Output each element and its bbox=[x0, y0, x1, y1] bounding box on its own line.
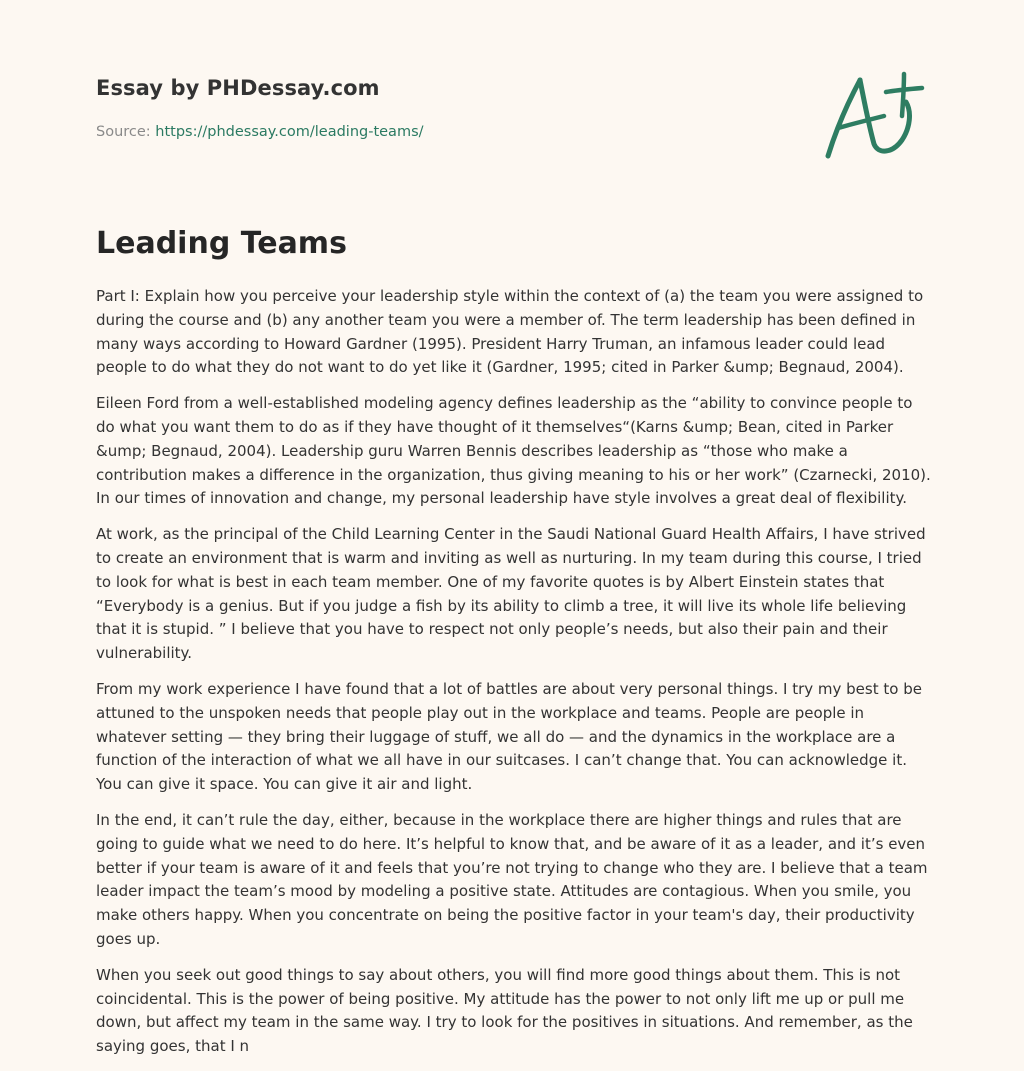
source-label: Source: bbox=[96, 124, 151, 140]
essay-paragraph: Eileen Ford from a well-established modeling agency defines leadership as the “ability to convince people to do what you want them to do as if they have thought of it themselves“(Karns &ump; Bean, cited in Parker &ump; Begnaud, 2004). Leadership guru Warren Bennis describes leadership as “those who make a contribution makes a difference in the organization, thus giving meaning to his or her work” (Czarnecki, 2010). In our times of innovation and change, my personal leadership have style involves a great deal of flexibility. bbox=[96, 394, 931, 508]
essay-paragraph: Part I: Explain how you perceive your leadership style within the context of (a) the team you were assigned to during the course and (b) any another team you were a member of. The term leadership has been defined in many ways according to Howard Gardner (1995). President Harry Truman, an infamous leader could lead people to do what they do not want to do yet like it (Gardner, 1995; cited in Parker &ump; Begnaud, 2004). bbox=[96, 287, 924, 377]
essay-paragraph: In the end, it can’t rule the day, either, because in the workplace there are higher things and rules that are going to guide what we need to do here. It’s helpful to know that, and be aware of it as a leader, and it’s even better if your team is aware of it and feels that you’re not trying to change who they are. I believe that a team leader impact the team’s mood by modeling a positive state. Attitudes are contagious. When you smile, you make others happy. When you concentrate on being the positive factor in your team's day, their productivity goes up. bbox=[96, 810, 928, 948]
essay-paragraph: When you seek out good things to say about others, you will find more good things about them. This is not coincidental. This is the power of being positive. My attitude has the power to not only lift me up or pull me down, but affect my team in the same way. I try to look for the positives in situations. And remember, as the saying goes, that I n bbox=[96, 965, 913, 1056]
essay-title: Leading Teams bbox=[96, 226, 347, 261]
essay-paragraph: From my work experience I have found that a lot of battles are about very personal things. I try my best to be attuned to the unspoken needs that people play out in the workplace and teams. People are people in whatever setting — they bring their luggage of stuff, we all do — and the dynamics in the workplace are a function of the interaction of what we all have in our suitcases. I can’t change that. You can acknowledge it. You can give it space. You can give it air and light. bbox=[96, 679, 922, 794]
site-title: Essay by PHDessay.com bbox=[96, 76, 380, 100]
source-line bbox=[96, 124, 424, 140]
source-link[interactable]: https://phdessay.com/leading-teams/ bbox=[155, 124, 424, 140]
a-plus-logo bbox=[822, 70, 926, 162]
essay-body bbox=[96, 285, 932, 1071]
essay-paragraph: At work, as the principal of the Child Learning Center in the Saudi National Guard Health Affairs, I have strived to create an environment that is warm and inviting as well as nurturing. In my team during this course, I tried to look for what is best in each team member. One of my favorite quotes is by Albert Einstein states that “Everybody is a genius. But if you judge a fish by its ability to climb a tree, it will live its whole life believing that it is stupid. ” I believe that you have to respect not only people’s needs, but also their pain and their vulnerability. bbox=[96, 525, 926, 663]
